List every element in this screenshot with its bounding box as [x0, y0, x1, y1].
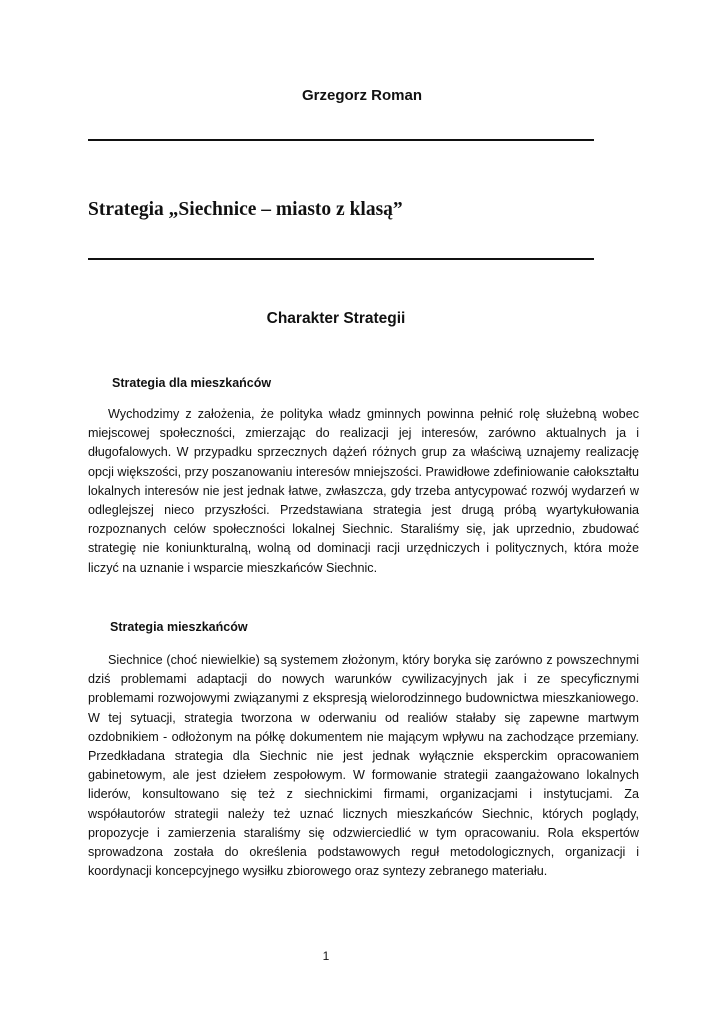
- horizontal-rule-bottom: [88, 258, 594, 260]
- author-name: Grzegorz Roman: [301, 87, 422, 104]
- document-subtitle: Charakter Strategii: [266, 310, 406, 327]
- section-heading-strategia-dla-mieszkancow: Strategia dla mieszkańców: [112, 376, 272, 390]
- section-paragraph-2: Siechnice (choć niewielkie) są systemem złożonym, który boryka się zarówno z powszechnymi dziś problemami adaptacji do nowych warunków cywilizacyjnych jak i ze specyficznymi problemami rozwojowymi związanymi z ekspresją wielorodzinnego budownictwa mieszkaniowego. W tej sytuacji, strategia tworzona w oderwaniu od realiów stałaby się zapewne martwym ozdobnikiem - odłożonym na półkę dokumentem nie mającym wpływu na zachodzące przemiany. Przedkładana strategia dla Siechnic nie jest jednak wyłącznie eksperckim opracowaniem gabinetowym, ale jest dziełem zespołowym. W formowanie strategii zaangażowano lokalnych liderów, konsultowano się też z siechnickimi firmami, organizacjami i instytucjami. Za współautorów strategii należy też uznać licznych mieszkańców Siechnic, których poglądy, propozycje i zamierzenia staraliśmy się odzwierciedlić w tym opracowaniu. Rola ekspertów sprowadzona została do określenia podstawowych reguł metodologicznych, organizacji i koordynacji koncepcyjnego wysiłku zbiorowego oraz syntezy zebranego materiału.: [88, 653, 639, 879]
- section-heading-strategia-mieszkancow: Strategia mieszkańców: [110, 620, 248, 634]
- page-number: 1: [322, 949, 330, 963]
- document-title: Strategia „Siechnice – miasto z klasą”: [88, 199, 403, 220]
- section-paragraph-1: Wychodzimy z założenia, że polityka władz gminnych powinna pełnić rolę służebną wobec miejscowej społeczności, zmierzając do realizacji jej interesów, zarówno aktualnych ja i długofalowych. W przypadku sprzecznych dążeń różnych grup za właściwą uznajemy realizację opcji większości, przy poszanowaniu interesów mniejszości. Prawidłowe zdefiniowanie całokształtu lokalnych interesów nie jest jednak łatwe, zwłaszcza, gdy trzeba antycypować rozwój wydarzeń w odleglejszej nieco przyszłości. Przedstawiana strategia jest drugą próbą wyartykułowania rozpoznanych celów społeczności lokalnej Siechnic. Staraliśmy się, jak uprzednio, zbudować strategię nie koniunkturalną, wolną od dominacji racji urzędniczych i politycznych, która może liczyć na uznanie i wsparcie mieszkańców Siechnic.: [88, 407, 639, 575]
- horizontal-rule-top: [88, 139, 594, 141]
